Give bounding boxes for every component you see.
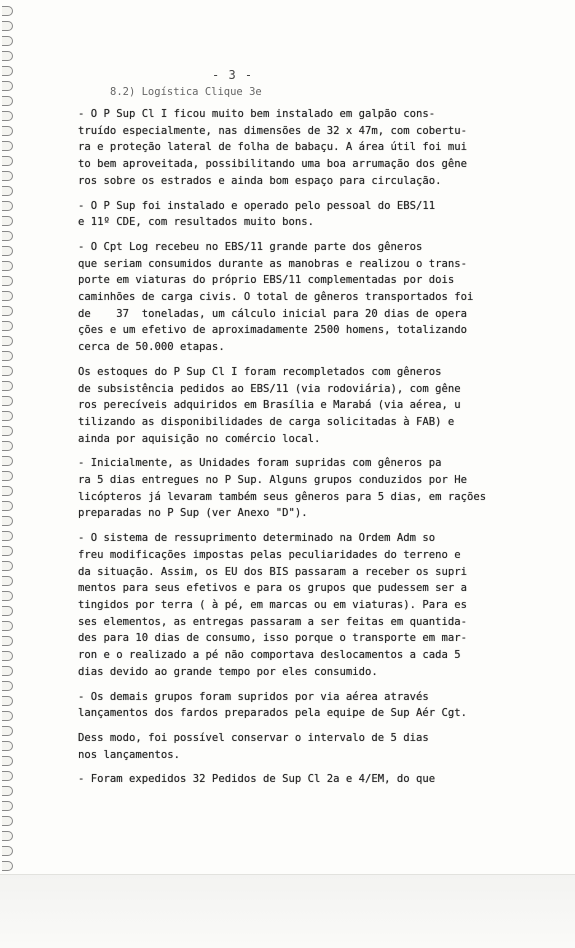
- binder-hole: [2, 756, 13, 766]
- binder-hole: [2, 201, 13, 211]
- binder-hole: [2, 366, 13, 376]
- binder-hole: [2, 801, 13, 811]
- binder-hole: [2, 711, 13, 721]
- binder-hole: [2, 831, 13, 841]
- binder-hole: [2, 861, 13, 871]
- binder-hole: [2, 621, 13, 631]
- page-bottom-margin: [0, 874, 575, 948]
- text-line: mentos para seus efetivos e para os grupos que pudessem ser a: [78, 582, 468, 595]
- binder-hole: [2, 486, 13, 496]
- binder-hole: [2, 306, 13, 316]
- text-line: Os estoques do P Sup Cl I foram recompletados com gêneros: [78, 365, 442, 378]
- paragraph-gap: [78, 681, 498, 689]
- text-line: de 37 toneladas, um cálculo inicial para 20 dias de opera: [78, 307, 468, 320]
- binder-hole: [2, 726, 13, 736]
- page-number: - 3 -: [212, 68, 254, 82]
- binder-hole: [2, 96, 13, 106]
- binder-hole: [2, 651, 13, 661]
- text-line: dias devido ao grande tempo por eles consumido.: [78, 665, 378, 678]
- paragraph-gap: [78, 722, 498, 730]
- binder-hole: [2, 66, 13, 76]
- binder-hole: [2, 576, 13, 586]
- binder-hole: [2, 441, 13, 451]
- binder-hole: [2, 6, 13, 16]
- text-line: licópteros já levaram também seus gêneros para 5 dias, em rações preparadas no P Sup (ver Anexo "D").: [78, 490, 487, 520]
- binder-hole: [2, 411, 13, 421]
- binder-hole: [2, 156, 13, 166]
- text-line: ros perecíveis adquiridos em Brasília e Marabá (via aérea, u: [78, 399, 461, 412]
- binder-hole: [2, 246, 13, 256]
- binder-hole: [2, 741, 13, 751]
- text-line: da situação. Assim, os EU dos BIS passaram a receber os supri: [78, 565, 468, 578]
- text-line: ções e um efetivo de aproximadamente 2500 homens, totalizando: [78, 324, 468, 337]
- binder-hole: [2, 216, 13, 226]
- binder-hole: [2, 381, 13, 391]
- binder-hole: [2, 531, 13, 541]
- binder-hole: [2, 696, 13, 706]
- text-line: de subsistência pedidos ao EBS/11 (via rodoviária), com gêne: [78, 382, 461, 395]
- text-line: - O sistema de ressuprimento determinado na Ordem Adm so: [78, 532, 436, 545]
- binder-hole: [2, 816, 13, 826]
- binder-hole: [2, 291, 13, 301]
- binder-hole: [2, 231, 13, 241]
- binder-hole: [2, 606, 13, 616]
- section-heading: 8.2) Logística Clique 3e: [110, 86, 262, 98]
- binder-hole: [2, 186, 13, 196]
- text-line: e 11º CDE, com resultados muito bons.: [78, 216, 314, 229]
- binder-hole: [2, 51, 13, 61]
- text-line: ses elementos, as entregas passaram a ser feitas em quantida-: [78, 615, 468, 628]
- text-line: ainda por aquisição no comércio local.: [78, 432, 321, 445]
- text-line: des para 10 dias de consumo, isso porque o transporte em mar-: [78, 632, 468, 645]
- paragraph-gap: [78, 763, 498, 771]
- binder-hole: [2, 681, 13, 691]
- text-line: caminhões de carga civis. O total de gêneros transportados foi: [78, 291, 474, 304]
- binder-hole: [2, 321, 13, 331]
- text-line: ra 5 dias entregues no P Sup. Alguns grupos conduzidos por He: [78, 474, 468, 487]
- text-line: que seriam consumidos durante as manobras e realizou o trans-: [78, 257, 468, 270]
- binder-hole: [2, 21, 13, 31]
- document-body: [78, 106, 498, 788]
- paragraph-gap: [78, 522, 498, 530]
- text-line: freu modificações impostas pelas peculiaridades do terreno e: [78, 548, 461, 561]
- text-line: tingidos por terra ( à pé, em marcas ou em viaturas). Para es: [78, 598, 468, 611]
- binder-hole: [2, 786, 13, 796]
- text-line: - O P Sup foi instalado e operado pelo pessoal do EBS/11: [78, 199, 436, 212]
- binder-hole: [2, 771, 13, 781]
- binder-hole: [2, 336, 13, 346]
- text-line: - Foram expedidos 32 Pedidos de Sup Cl 2a e 4/EM, do que: [78, 773, 436, 786]
- text-line: - Os demais grupos foram supridos por via aérea através: [78, 690, 429, 703]
- binder-hole: [2, 426, 13, 436]
- text-line: - Inicialmente, as Unidades foram supridas com gêneros pa: [78, 457, 442, 470]
- text-line: - O Cpt Log recebeu no EBS/11 grande parte dos gêneros: [78, 240, 423, 253]
- binder-hole: [2, 36, 13, 46]
- binder-hole: [2, 591, 13, 601]
- binder-holes: [0, 0, 18, 880]
- binder-hole: [2, 351, 13, 361]
- binder-hole: [2, 546, 13, 556]
- binder-hole: [2, 261, 13, 271]
- binder-hole: [2, 396, 13, 406]
- binder-hole: [2, 141, 13, 151]
- binder-hole: [2, 561, 13, 571]
- text-line: tilizando as disponibilidades de carga solicitadas à FAB) e: [78, 415, 455, 428]
- text-line: to bem aproveitada, possibilitando uma boa arrumação dos gêne: [78, 158, 468, 171]
- paragraph-gap: [78, 231, 498, 239]
- text-line: ros sobre os estrados e ainda bom espaço para circulação.: [78, 174, 442, 187]
- binder-hole: [2, 81, 13, 91]
- binder-hole: [2, 126, 13, 136]
- text-line: - O P Sup Cl I ficou muito bem instalado em galpão cons-: [78, 108, 436, 120]
- paragraph-gap: [78, 190, 498, 198]
- binder-hole: [2, 501, 13, 511]
- binder-hole: [2, 111, 13, 121]
- text-line: ron e o realizado a pé não comportava deslocamentos a cada 5: [78, 649, 461, 662]
- text-line: porte em viaturas do próprio EBS/11 complementadas por dois: [78, 274, 455, 287]
- binder-hole: [2, 636, 13, 646]
- text-line: truído especialmente, nas dimensões de 32 x 47m, com cobertu-: [78, 124, 468, 137]
- binder-hole: [2, 276, 13, 286]
- binder-hole: [2, 171, 13, 181]
- text-line: ra e proteção lateral de folha de babaçu. A área útil foi mui: [78, 141, 468, 154]
- text-line: nos lançamentos.: [78, 748, 181, 761]
- binder-hole: [2, 846, 13, 856]
- binder-hole: [2, 516, 13, 526]
- binder-hole: [2, 666, 13, 676]
- binder-hole: [2, 471, 13, 481]
- paragraph-gap: [78, 447, 498, 455]
- text-line: cerca de 50.000 etapas.: [78, 341, 225, 354]
- text-line: lançamentos dos fardos preparados pela equipe de Sup Aér Cgt.: [78, 707, 468, 720]
- paragraph-gap: [78, 356, 498, 364]
- binder-hole: [2, 456, 13, 466]
- text-line: Dess modo, foi possível conservar o intervalo de 5 dias: [78, 731, 429, 744]
